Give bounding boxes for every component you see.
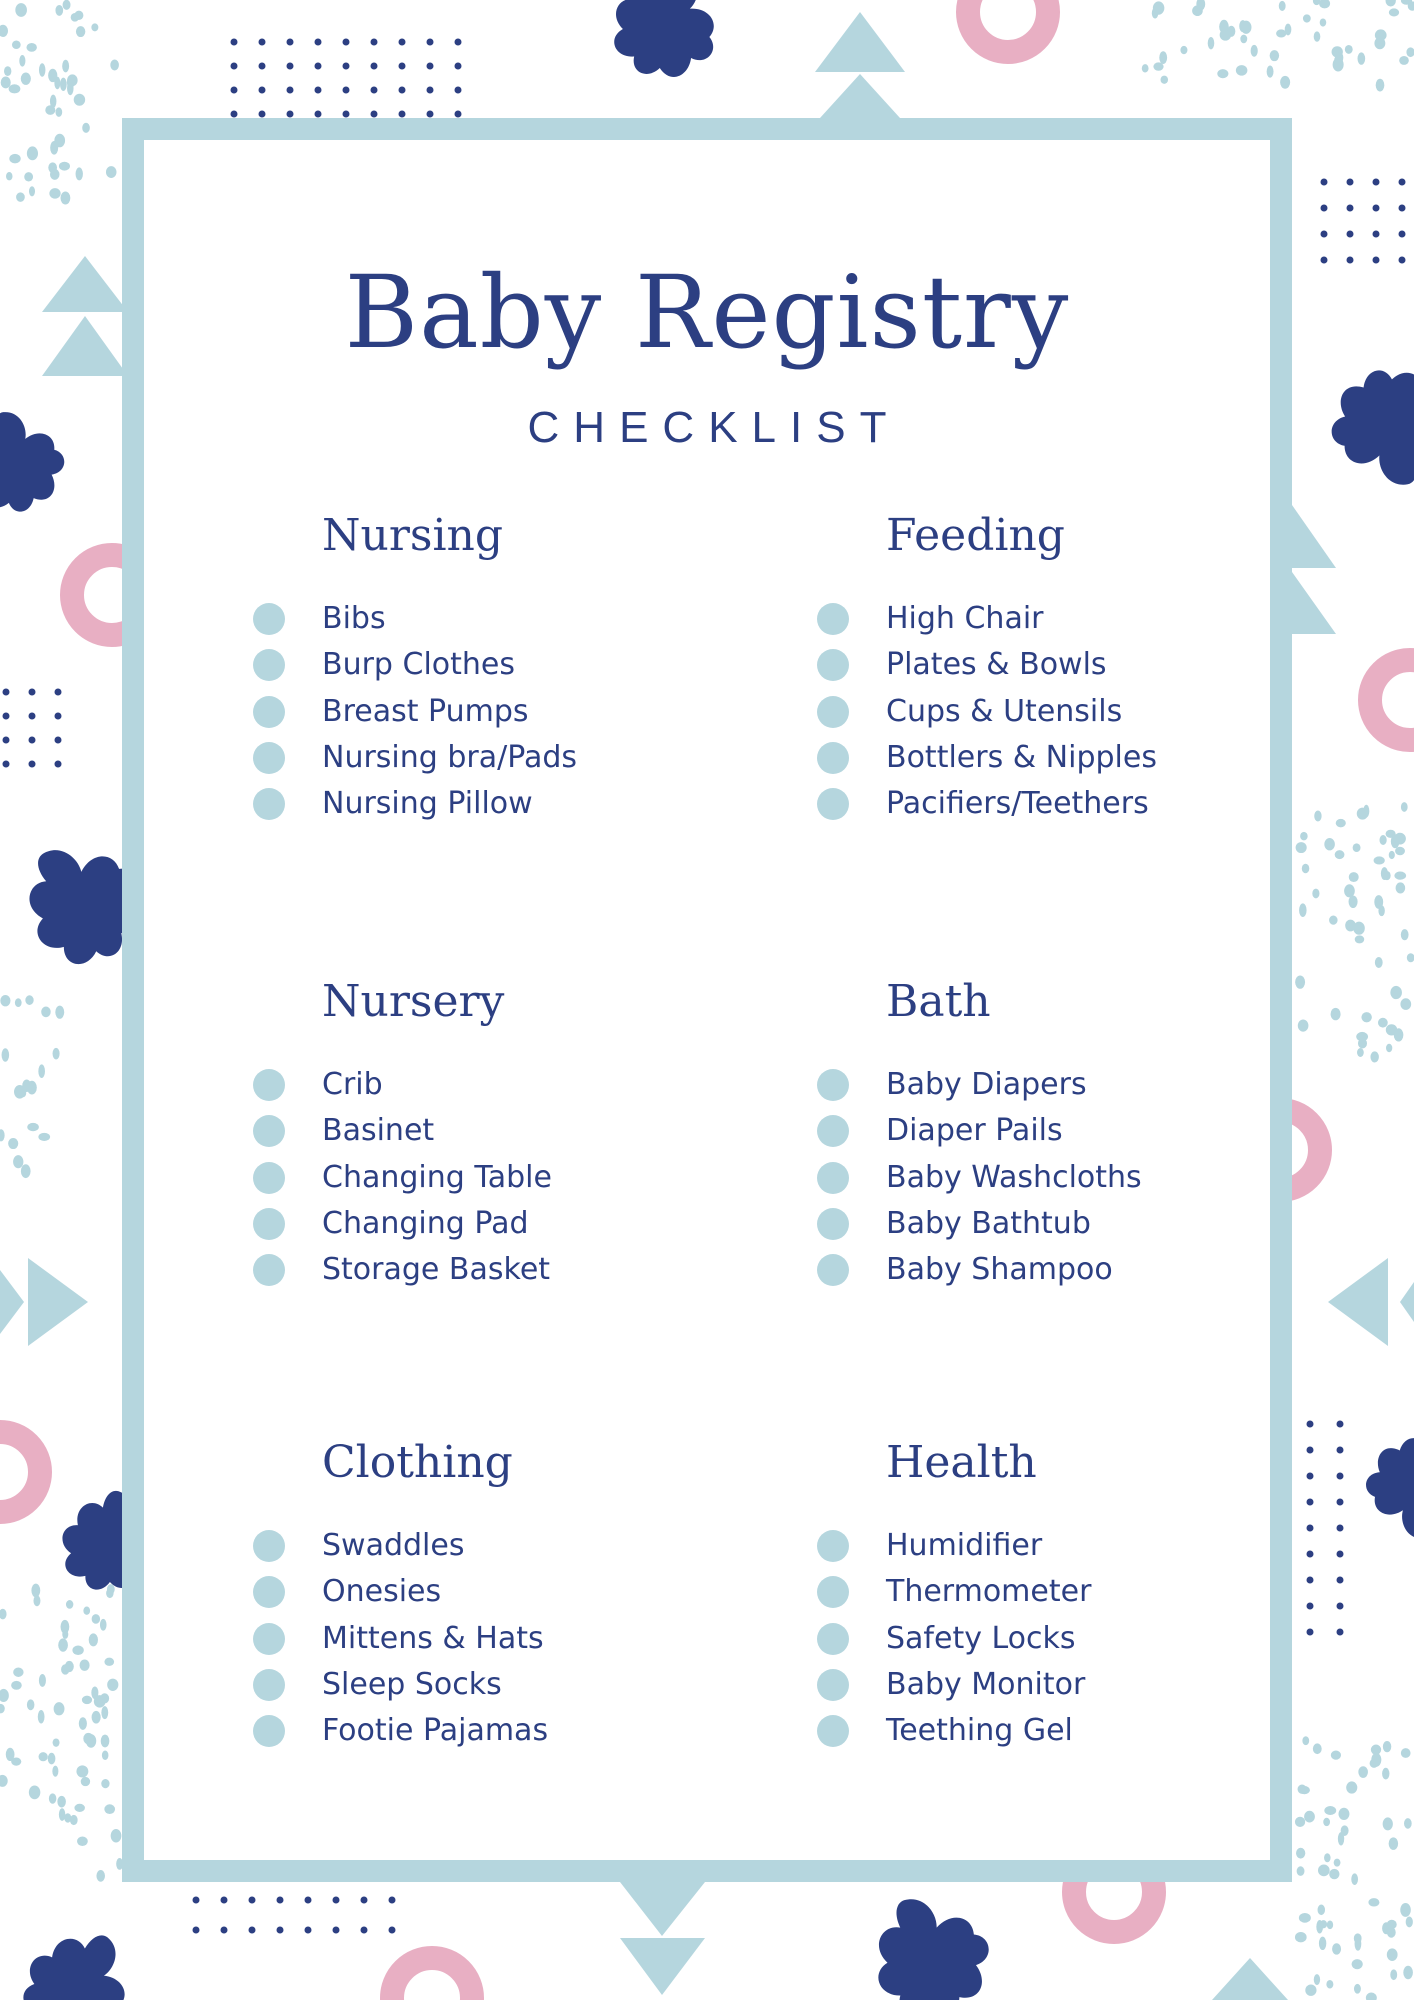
item-label: Bibs <box>322 601 386 637</box>
section-feeding <box>817 506 1237 827</box>
item-label: Burp Clothes <box>322 647 516 683</box>
checklist-item[interactable] <box>253 596 673 642</box>
item-label: High Chair <box>886 601 1044 637</box>
checklist-item[interactable] <box>817 596 1237 642</box>
checkbox-circle[interactable] <box>253 1115 285 1147</box>
checkbox-circle[interactable] <box>817 742 849 774</box>
checklist-item[interactable] <box>817 1155 1237 1201</box>
item-label: Baby Monitor <box>886 1667 1086 1703</box>
checkbox-circle[interactable] <box>253 1715 285 1747</box>
item-label: Plates & Bowls <box>886 647 1107 683</box>
section-title: Health <box>886 1437 1037 1488</box>
checkbox-circle[interactable] <box>817 1208 849 1240</box>
section-bath <box>817 972 1237 1293</box>
item-label: Baby Shampoo <box>886 1252 1113 1288</box>
checkbox-circle[interactable] <box>817 1623 849 1655</box>
checklist-item[interactable] <box>253 1708 673 1754</box>
checkbox-circle[interactable] <box>253 1162 285 1194</box>
section-title: Nursery <box>322 976 505 1027</box>
checklist-item[interactable] <box>817 689 1237 735</box>
checklist-item[interactable] <box>817 1247 1237 1293</box>
section-health <box>817 1433 1237 1754</box>
item-label: Safety Locks <box>886 1620 1076 1656</box>
checklist-item[interactable] <box>253 735 673 781</box>
item-label: Swaddles <box>322 1528 465 1564</box>
page-subtitle: CHECKLIST <box>527 403 901 452</box>
checkbox-circle[interactable] <box>253 1530 285 1562</box>
item-label: Breast Pumps <box>322 693 529 729</box>
section-title: Nursing <box>322 510 504 561</box>
checkbox-circle[interactable] <box>253 1069 285 1101</box>
section-nursing <box>253 506 673 827</box>
checkbox-circle[interactable] <box>817 1530 849 1562</box>
checklist-item[interactable] <box>253 1569 673 1615</box>
section-clothing <box>253 1433 673 1754</box>
item-label: Nursing Pillow <box>322 786 533 822</box>
checklist-item[interactable] <box>817 1616 1237 1662</box>
checklist-item[interactable] <box>253 689 673 735</box>
item-label: Humidifier <box>886 1528 1043 1564</box>
item-label: Footie Pajamas <box>322 1713 549 1749</box>
checkbox-circle[interactable] <box>253 1208 285 1240</box>
checklist-item[interactable] <box>253 781 673 827</box>
checkbox-circle[interactable] <box>817 1715 849 1747</box>
item-label: Teething Gel <box>886 1713 1073 1749</box>
checklist-item[interactable] <box>817 1569 1237 1615</box>
checklist-item[interactable] <box>253 1155 673 1201</box>
checkbox-circle[interactable] <box>817 649 849 681</box>
checkbox-circle[interactable] <box>817 788 849 820</box>
item-label: Diaper Pails <box>886 1113 1063 1149</box>
section-title: Clothing <box>322 1437 513 1488</box>
item-label: Changing Pad <box>322 1206 529 1242</box>
checkbox-circle[interactable] <box>253 603 285 635</box>
checkbox-circle[interactable] <box>817 1254 849 1286</box>
checklist-item[interactable] <box>253 1523 673 1569</box>
checklist-item[interactable] <box>817 1062 1237 1108</box>
checklist-item[interactable] <box>817 1201 1237 1247</box>
page-title: Baby Registry <box>344 254 1070 371</box>
section-title: Feeding <box>886 510 1065 561</box>
checkbox-circle[interactable] <box>817 1069 849 1101</box>
item-label: Crib <box>322 1067 383 1103</box>
checklist-item[interactable] <box>817 1662 1237 1708</box>
item-label: Sleep Socks <box>322 1667 502 1703</box>
checkbox-circle[interactable] <box>253 788 285 820</box>
checkbox-circle[interactable] <box>817 1576 849 1608</box>
item-label: Basinet <box>322 1113 435 1149</box>
checkbox-circle[interactable] <box>253 1623 285 1655</box>
item-label: Bottlers & Nipples <box>886 740 1157 776</box>
item-label: Storage Basket <box>322 1252 551 1288</box>
checkbox-circle[interactable] <box>253 696 285 728</box>
checklist-item[interactable] <box>253 1062 673 1108</box>
checklist-item[interactable] <box>817 1523 1237 1569</box>
checkbox-circle[interactable] <box>817 696 849 728</box>
checkbox-circle[interactable] <box>253 649 285 681</box>
checklist-item[interactable] <box>817 781 1237 827</box>
checkbox-circle[interactable] <box>253 1576 285 1608</box>
checklist-item[interactable] <box>253 1108 673 1154</box>
checklist-item[interactable] <box>817 642 1237 688</box>
item-label: Baby Washcloths <box>886 1159 1142 1195</box>
checklist-item[interactable] <box>817 1708 1237 1754</box>
item-label: Onesies <box>322 1574 442 1610</box>
checkbox-circle[interactable] <box>817 1115 849 1147</box>
section-title: Bath <box>886 976 991 1027</box>
item-label: Mittens & Hats <box>322 1620 544 1656</box>
item-label: Pacifiers/Teethers <box>886 786 1149 822</box>
item-label: Cups & Utensils <box>886 693 1123 729</box>
checklist-item[interactable] <box>253 1662 673 1708</box>
checkbox-circle[interactable] <box>817 1669 849 1701</box>
checklist-item[interactable] <box>253 1616 673 1662</box>
item-label: Changing Table <box>322 1159 552 1195</box>
checkbox-circle[interactable] <box>253 1669 285 1701</box>
item-label: Nursing bra/Pads <box>322 740 578 776</box>
checkbox-circle[interactable] <box>253 1254 285 1286</box>
checkbox-circle[interactable] <box>253 742 285 774</box>
item-label: Baby Diapers <box>886 1067 1087 1103</box>
checklist-item[interactable] <box>253 1201 673 1247</box>
checklist-item[interactable] <box>253 642 673 688</box>
item-label: Thermometer <box>886 1574 1092 1610</box>
checkbox-circle[interactable] <box>817 603 849 635</box>
checklist-item[interactable] <box>253 1247 673 1293</box>
checklist-item[interactable] <box>817 735 1237 781</box>
checklist-item[interactable] <box>817 1108 1237 1154</box>
section-nursery <box>253 972 673 1293</box>
item-label: Baby Bathtub <box>886 1206 1091 1242</box>
checkbox-circle[interactable] <box>817 1162 849 1194</box>
